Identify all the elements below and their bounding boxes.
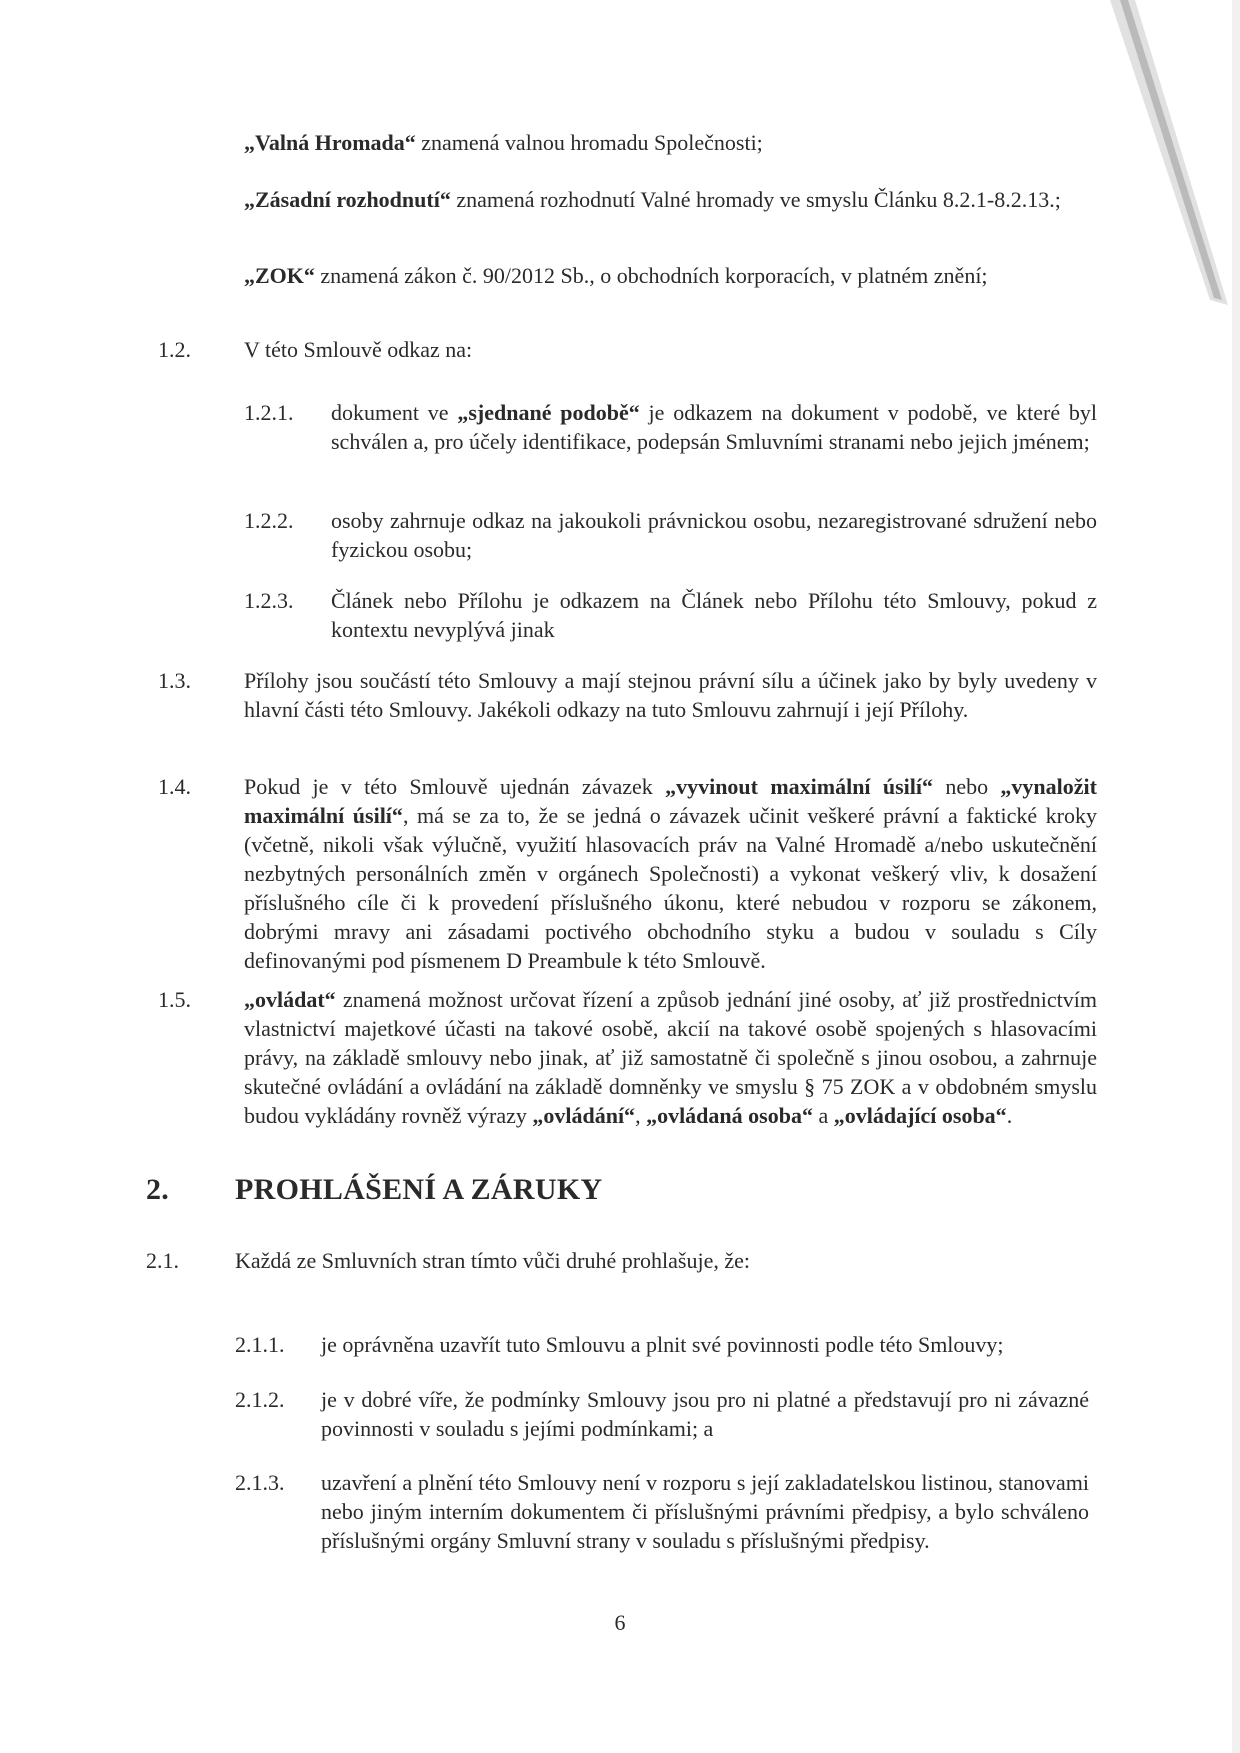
clause-text-part: , má se za to, že se jedná o závazek učinit veškeré právní a faktické kroky (včetně, nikoli však výlučně, využití hlasovacích práv na Valné Hromadě a/nebo uskutečnění nezbytných personálních změn v orgánech Společnosti) a vykonat veškerý vliv, k dosažení příslušného cíle či k provedení příslušného úkonu, které nebudou v rozporu se zákonem, dobrými mravy ani zásadami poctivého obchodního styku a budou v souladu s Cíly definovanými pod písmenem D Preambule k této Smlouvě. <box>244 803 1098 973</box>
clause-text-part: znamená možnost určovat řízení a způsob jednání jiné osoby, ať již prostřednictvím vlastnictví majetkové účasti na takové osobě, akcií na takové osobě spojených s hlasovacími právy, na základě smlouvy nebo jinak, ať již samostatně či společně s jinou osobou, a zahrnuje skutečné ovládání a ovládání na základě domněnky ve smyslu § 75 ZOK a v obdobném smyslu budou vykládány rovněž výrazy <box>244 987 1097 1128</box>
clause-text-part: je odkazem na dokument v podobě, ve které byl schválen a, pro účely identifikace, podepsán Smluvními stranami nebo jejich jménem; <box>331 400 1097 454</box>
defined-term: „ovládat“ <box>244 987 336 1012</box>
defined-term: „vyvinout maximální úsilí“ <box>665 774 933 799</box>
definition-zok <box>244 261 1124 290</box>
definition-term: „Valná Hromada“ <box>244 130 416 155</box>
definition-text: znamená valnou hromadu Společnosti; <box>415 130 763 155</box>
clause-text <box>331 398 1097 456</box>
clause-text <box>244 772 1097 975</box>
clause-text: je oprávněna uzavřít tuto Smlouvu a plnit své povinnosti podle této Smlouvy; <box>321 1332 1004 1357</box>
clause-text-part: . <box>1006 1103 1013 1128</box>
clause-number: 1.2.3. <box>244 588 294 613</box>
clause-number: 1.2.1. <box>244 400 294 425</box>
defined-term: „ovládající osoba“ <box>833 1103 1007 1128</box>
clause-text-part: , <box>635 1103 647 1128</box>
clause-text-part: Pokud je v této Smlouvě ujednán závazek <box>244 774 666 799</box>
clause-number: 1.5. <box>158 987 191 1012</box>
page-number: 6 <box>614 1610 626 1635</box>
clause-number: 1.3. <box>158 668 191 693</box>
clause-text-part: nebo <box>933 774 1001 799</box>
clause-text: uzavření a plnění této Smlouvy není v rozporu s její zakladatelskou listinou, stanovami nebo jiným interním dokumentem či příslušnými právními předpisy, a bylo schváleno příslušnými orgány Smluvní strany v souladu s příslušnými předpisy. <box>321 1470 1089 1553</box>
defined-term: „ovládaná osoba“ <box>646 1103 813 1128</box>
defined-term: „ovládání“ <box>532 1103 636 1128</box>
clause-number: 1.2.2. <box>244 508 294 533</box>
definition-text: znamená rozhodnutí Valné hromady ve smyslu Článku 8.2.1-8.2.13.; <box>450 187 1061 212</box>
clause-number: 2.1.1. <box>235 1332 285 1357</box>
section-number: 2. <box>146 1173 170 1206</box>
clause-text: osoby zahrnuje odkaz na jakoukoli právnickou osobu, nezaregistrované sdružení nebo fyzickou osobu; <box>331 508 1097 562</box>
clause-number: 2.1.2. <box>235 1387 285 1412</box>
clause-text: Každá ze Smluvních stran tímto vůči druhé prohlašuje, že: <box>235 1248 751 1273</box>
clause-text-part: dokument ve <box>331 400 458 425</box>
clause-text: je v dobré víře, že podmínky Smlouvy jsou pro ni platné a představují pro ni závazné povinnosti v souladu s jejími podmínkami; a <box>321 1387 1089 1441</box>
definition-term: „Zásadní rozhodnutí“ <box>244 187 451 212</box>
clause-text-part: a <box>812 1103 834 1128</box>
clause-number: 1.2. <box>158 337 191 362</box>
clause-text: V této Smlouvě odkaz na: <box>244 337 473 362</box>
definition-term: „ZOK“ <box>244 263 315 288</box>
defined-term: „sjednané podobě“ <box>457 400 640 425</box>
clause-text: Článek nebo Přílohu je odkazem na Článek nebo Přílohu této Smlouvy, pokud z kontextu nevyplývá jinak <box>331 588 1097 642</box>
clause-text: Přílohy jsou součástí této Smlouvy a mají stejnou právní sílu a účinek jako by byly uvedeny v hlavní části této Smlouvy. Jakékoli odkazy na tuto Smlouvu zahrnují i její Přílohy. <box>244 668 1097 722</box>
section-title: PROHLÁŠENÍ A ZÁRUKY <box>235 1173 603 1206</box>
clause-number: 2.1. <box>146 1248 179 1273</box>
definition-zasadni-rozhodnuti <box>244 185 1110 214</box>
defined-term: „vynaložit maximální úsilí“ <box>244 774 1097 828</box>
definition-valna-hromada <box>244 128 1114 157</box>
definition-text: znamená zákon č. 90/2012 Sb., o obchodních korporacích, v platném znění; <box>314 263 988 288</box>
clause-text <box>244 985 1097 1130</box>
clause-number: 1.4. <box>158 774 191 799</box>
clause-number: 2.1.3. <box>235 1470 285 1495</box>
